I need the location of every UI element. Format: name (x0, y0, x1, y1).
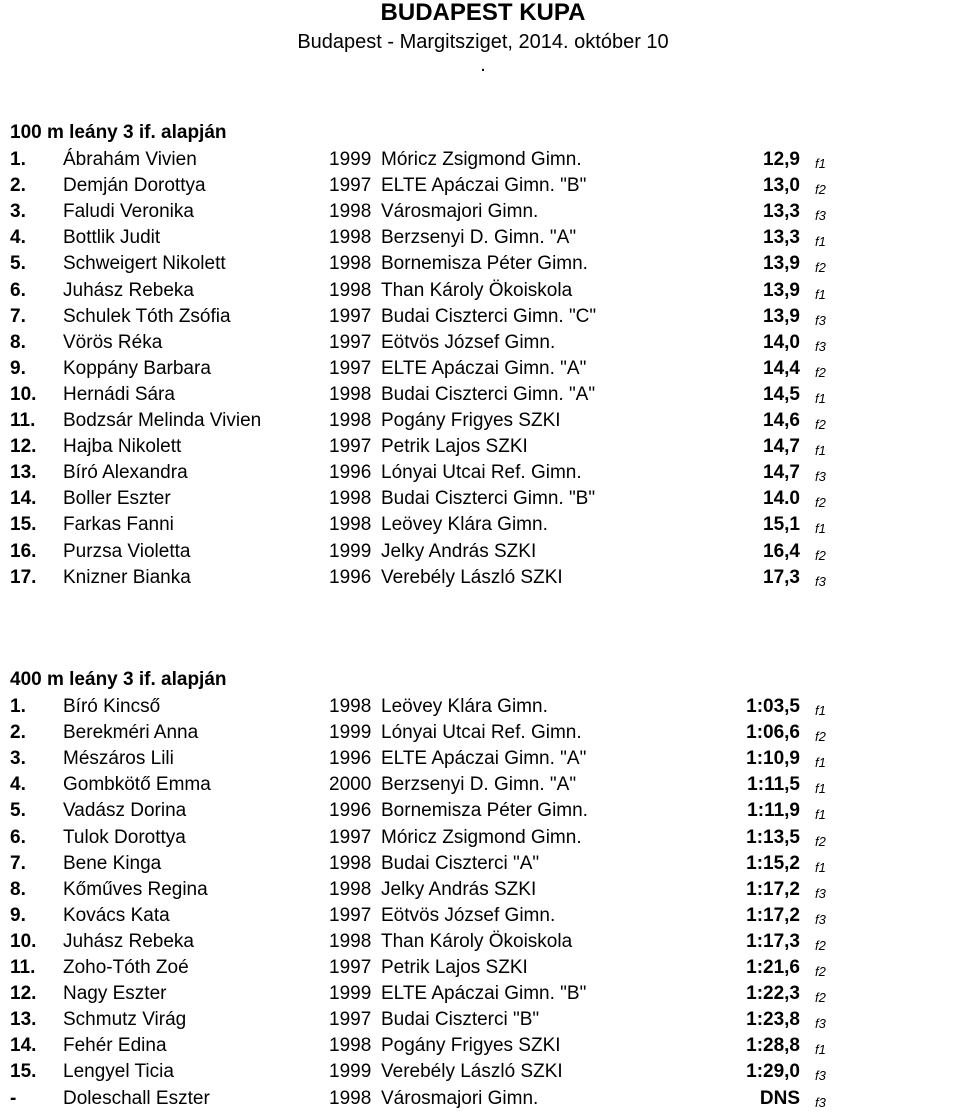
table-row (0, 488, 960, 514)
result-time: 14,5 (763, 383, 800, 405)
birth-year: 1997 (329, 904, 372, 926)
result-time: 1:13,5 (746, 826, 800, 848)
school-name: Than Károly Ökoiskola (381, 279, 573, 301)
result-time: 1:29,0 (746, 1061, 800, 1083)
school-name: Városmajori Gimn. (381, 1087, 539, 1109)
section-title-100m: 100 m leány 3 if. alapján (10, 122, 227, 143)
athlete-name: Kovács Kata (63, 904, 170, 926)
heat-label: f2 (815, 937, 826, 953)
school-name: Petrik Lajos SZKI (381, 957, 528, 978)
table-row (0, 306, 960, 332)
heat-label: f2 (815, 182, 826, 198)
result-time: 13,3 (763, 201, 800, 223)
result-time: 1:21,6 (746, 957, 800, 978)
result-rank: 11. (10, 410, 36, 431)
birth-year: 1998 (329, 930, 372, 952)
table-row (0, 983, 960, 1009)
table-row (0, 931, 960, 957)
heat-label: f3 (815, 312, 826, 328)
result-time: 1:10,9 (746, 748, 800, 770)
result-rank: 9. (10, 357, 26, 379)
result-rank: 14. (10, 488, 37, 510)
school-name: Bornemisza Péter Gimn. (381, 800, 588, 822)
school-name: Eötvös József Gimn. (381, 904, 556, 926)
athlete-name: Bíró Kincső (63, 696, 161, 717)
athlete-name: Doleschall Eszter (63, 1087, 210, 1109)
athlete-name: Tulok Dorottya (63, 826, 186, 848)
table-row (0, 748, 960, 774)
table-row (0, 436, 960, 462)
table-row (0, 696, 960, 722)
heat-label: f2 (815, 833, 826, 849)
heat-label: f1 (815, 807, 826, 823)
result-rank: - (10, 1087, 17, 1109)
athlete-name: Koppány Barbara (63, 357, 211, 379)
athlete-name: Kőműves Regina (63, 878, 208, 900)
heat-label: f1 (815, 859, 826, 875)
table-row (0, 827, 960, 853)
athlete-name: Vadász Dorina (63, 800, 187, 822)
result-rank: 1. (10, 696, 26, 717)
result-rank: 11. (10, 957, 36, 978)
school-name: Budai Ciszterci Gimn. "B" (381, 488, 596, 510)
result-time: 13,9 (763, 279, 800, 301)
header-dot: . (480, 54, 486, 76)
school-name: Than Károly Ökoiskola (381, 930, 573, 952)
section-title-400m: 400 m leány 3 if. alapján (10, 669, 227, 690)
heat-label: f1 (815, 755, 826, 771)
table-row (0, 567, 960, 593)
athlete-name: Mészáros Lili (63, 748, 174, 770)
birth-year: 1996 (329, 748, 372, 770)
result-rank: 10. (10, 383, 37, 405)
heat-label: f3 (815, 1016, 826, 1032)
result-time: 14,4 (763, 357, 800, 379)
birth-year: 1999 (329, 540, 372, 562)
heat-label: f1 (815, 234, 826, 250)
result-rank: 8. (10, 878, 26, 900)
table-row (0, 957, 960, 983)
school-name: Berzsenyi D. Gimn. "A" (381, 774, 577, 796)
school-name: Eötvös József Gimn. (381, 331, 556, 353)
birth-year: 1999 (329, 983, 372, 1005)
result-rank: 4. (10, 774, 26, 796)
result-time: 15,1 (763, 514, 800, 536)
table-row (0, 410, 960, 436)
table-row (0, 201, 960, 227)
school-name: Lónyai Utcai Ref. Gimn. (381, 722, 582, 744)
heat-label: f1 (815, 443, 826, 459)
school-name: Budai Ciszterci Gimn. "A" (381, 383, 596, 405)
school-name: Jelky András SZKI (381, 878, 537, 900)
result-rank: 12. (10, 983, 37, 1005)
birth-year: 1998 (329, 488, 372, 510)
result-time: 14,6 (763, 410, 800, 431)
athlete-name: Schulek Tóth Zsófia (63, 305, 231, 327)
birth-year: 1998 (329, 1087, 372, 1109)
result-time: 17,3 (763, 566, 800, 588)
page-title: BUDAPEST KUPA (380, 0, 586, 26)
school-name: Leövey Klára Gimn. (381, 696, 548, 717)
result-rank: 6. (10, 826, 26, 848)
birth-year: 1997 (329, 357, 372, 379)
birth-year: 2000 (329, 774, 372, 796)
table-row (0, 1009, 960, 1035)
result-rank: 15. (10, 514, 37, 536)
athlete-name: Bíró Alexandra (63, 462, 188, 484)
school-name: Leövey Klára Gimn. (381, 514, 548, 536)
school-name: ELTE Apáczai Gimn. "B" (381, 175, 587, 197)
result-time: 1:15,2 (746, 852, 800, 874)
birth-year: 1999 (329, 722, 372, 744)
heat-label: f1 (815, 703, 826, 718)
athlete-name: Bodzsár Melinda Vivien (63, 410, 262, 431)
result-time: 1:17,2 (746, 904, 800, 926)
table-row (0, 514, 960, 540)
heat-label: f3 (815, 573, 826, 589)
result-time: 14.0 (763, 488, 800, 510)
result-rank: 5. (10, 800, 26, 822)
school-name: Lónyai Utcai Ref. Gimn. (381, 462, 582, 484)
heat-label: f3 (815, 911, 826, 927)
heat-label: f2 (815, 990, 826, 1006)
school-name: Pogány Frigyes SZKI (381, 410, 561, 431)
result-rank: 3. (10, 748, 26, 770)
result-time: 13,0 (763, 175, 800, 197)
result-rank: 14. (10, 1035, 37, 1057)
heat-label: f2 (815, 417, 826, 432)
school-name: Móricz Zsigmond Gimn. (381, 149, 582, 170)
result-time: 13,3 (763, 227, 800, 249)
heat-label: f1 (815, 390, 826, 406)
school-name: Pogány Frigyes SZKI (381, 1035, 561, 1057)
birth-year: 1998 (329, 878, 372, 900)
school-name: Jelky András SZKI (381, 540, 537, 562)
birth-year: 1999 (329, 149, 372, 170)
table-row (0, 800, 960, 826)
school-name: Budai Ciszterci Gimn. "C" (381, 305, 597, 327)
heat-label: f3 (815, 1094, 826, 1110)
athlete-name: Demján Dorottya (63, 175, 206, 197)
birth-year: 1998 (329, 253, 372, 275)
heat-label: f2 (815, 364, 826, 380)
result-time: 12,9 (763, 149, 800, 170)
birth-year: 1997 (329, 826, 372, 848)
birth-year: 1996 (329, 566, 372, 588)
athlete-name: Farkas Fanni (63, 514, 174, 536)
school-name: Móricz Zsigmond Gimn. (381, 826, 582, 848)
school-name: Verebély László SZKI (381, 566, 563, 588)
birth-year: 1997 (329, 1009, 372, 1031)
school-name: Városmajori Gimn. (381, 201, 539, 223)
athlete-name: Fehér Edina (63, 1035, 167, 1057)
table-row (0, 253, 960, 279)
heat-label: f2 (815, 495, 826, 511)
heat-label: f3 (815, 338, 826, 354)
result-rank: 3. (10, 201, 26, 223)
result-rank: 2. (10, 175, 26, 197)
result-time: 13,9 (763, 253, 800, 275)
result-time: 1:17,3 (746, 930, 800, 952)
result-rank: 13. (10, 1009, 37, 1031)
result-rank: 16. (10, 540, 37, 562)
athlete-name: Berekméri Anna (63, 722, 199, 744)
athlete-name: Boller Eszter (63, 488, 171, 510)
school-name: ELTE Apáczai Gimn. "B" (381, 983, 587, 1005)
heat-label: f1 (815, 781, 826, 797)
table-row (0, 1061, 960, 1087)
birth-year: 1997 (329, 175, 372, 197)
heat-label: f1 (815, 1042, 826, 1058)
birth-year: 1996 (329, 462, 372, 484)
result-rank: 6. (10, 279, 26, 301)
school-name: Bornemisza Péter Gimn. (381, 253, 588, 275)
heat-label: f1 (815, 521, 826, 537)
table-row (0, 280, 960, 306)
birth-year: 1997 (329, 436, 372, 458)
result-rank: 4. (10, 227, 26, 249)
table-row (0, 227, 960, 253)
table-row (0, 149, 960, 175)
result-time: 1:11,9 (747, 800, 800, 822)
athlete-name: Schmutz Virág (63, 1009, 187, 1031)
athlete-name: Juhász Rebeka (63, 930, 194, 952)
result-time: 1:03,5 (746, 696, 800, 717)
table-row (0, 332, 960, 358)
table-row (0, 358, 960, 384)
athlete-name: Gombkötő Emma (63, 774, 211, 796)
birth-year: 1997 (329, 957, 372, 978)
athlete-name: Ábrahám Vivien (63, 149, 197, 170)
athlete-name: Faludi Veronika (63, 201, 194, 223)
result-time: 1:28,8 (746, 1035, 800, 1057)
birth-year: 1998 (329, 514, 372, 536)
heat-label: f3 (815, 1068, 826, 1084)
table-row (0, 905, 960, 931)
athlete-name: Vörös Réka (63, 331, 163, 353)
result-time: 1:22,3 (746, 983, 800, 1005)
result-time: 1:17,2 (746, 878, 800, 900)
athlete-name: Hajba Nikolett (63, 436, 182, 458)
school-name: ELTE Apáczai Gimn. "A" (381, 748, 587, 770)
result-rank: 12. (10, 436, 37, 458)
result-time: 1:06,6 (746, 722, 800, 744)
heat-label: f2 (815, 260, 826, 276)
table-row (0, 879, 960, 905)
birth-year: 1998 (329, 383, 372, 405)
birth-year: 1996 (329, 800, 372, 822)
table-row (0, 384, 960, 410)
result-rank: 17. (10, 566, 37, 588)
heat-label: f2 (815, 547, 826, 563)
birth-year: 1998 (329, 201, 372, 223)
result-time: 14,0 (763, 331, 800, 353)
heat-label: f3 (815, 208, 826, 224)
result-rank: 2. (10, 722, 26, 744)
result-rank: 15. (10, 1061, 37, 1083)
table-row (0, 1088, 960, 1114)
athlete-name: Purzsa Violetta (63, 540, 191, 562)
birth-year: 1998 (329, 852, 372, 874)
birth-year: 1998 (329, 1035, 372, 1057)
table-row (0, 175, 960, 201)
result-rank: 13. (10, 462, 37, 484)
result-time: 1:11,5 (747, 774, 800, 796)
result-rank: 1. (10, 149, 26, 170)
school-name: Budai Ciszterci "B" (381, 1009, 540, 1031)
table-row (0, 462, 960, 488)
heat-label: f2 (815, 729, 826, 745)
school-name: Verebély László SZKI (381, 1061, 563, 1083)
birth-year: 1997 (329, 331, 372, 353)
birth-year: 1998 (329, 279, 372, 301)
athlete-name: Juhász Rebeka (63, 279, 194, 301)
result-rank: 8. (10, 331, 26, 353)
athlete-name: Lengyel Ticia (63, 1061, 174, 1083)
school-name: ELTE Apáczai Gimn. "A" (381, 357, 587, 379)
birth-year: 1999 (329, 1061, 372, 1083)
result-rank: 5. (10, 253, 26, 275)
school-name: Berzsenyi D. Gimn. "A" (381, 227, 577, 249)
heat-label: f3 (815, 469, 826, 485)
table-row (0, 774, 960, 800)
birth-year: 1998 (329, 227, 372, 249)
school-name: Petrik Lajos SZKI (381, 436, 528, 458)
result-rank: 10. (10, 930, 37, 952)
table-row (0, 541, 960, 567)
result-time: 16,4 (763, 540, 800, 562)
birth-year: 1997 (329, 305, 372, 327)
result-time: 1:23,8 (746, 1009, 800, 1031)
athlete-name: Schweigert Nikolett (63, 253, 226, 275)
birth-year: 1998 (329, 410, 372, 431)
result-time: 13,9 (763, 305, 800, 327)
table-row (0, 853, 960, 879)
result-time: 14,7 (763, 436, 800, 458)
athlete-name: Hernádi Sára (63, 383, 175, 405)
result-rank: 9. (10, 904, 26, 926)
heat-label: f3 (815, 885, 826, 901)
table-row (0, 722, 960, 748)
result-time: 14,7 (763, 462, 800, 484)
result-time: DNS (759, 1087, 800, 1109)
event-location-date: Budapest - Margitsziget, 2014. október 10 (297, 31, 669, 53)
result-rank: 7. (10, 852, 26, 874)
athlete-name: Knizner Bianka (63, 566, 191, 588)
birth-year: 1998 (329, 696, 372, 717)
athlete-name: Bene Kinga (63, 852, 162, 874)
athlete-name: Nagy Eszter (63, 983, 167, 1005)
table-row (0, 1035, 960, 1061)
school-name: Budai Ciszterci "A" (381, 852, 540, 874)
heat-label: f1 (815, 156, 826, 171)
result-rank: 7. (10, 305, 26, 327)
athlete-name: Zoho-Tóth Zoé (63, 957, 189, 978)
heat-label: f1 (815, 286, 826, 302)
athlete-name: Bottlik Judit (63, 227, 161, 249)
heat-label: f2 (815, 964, 826, 979)
